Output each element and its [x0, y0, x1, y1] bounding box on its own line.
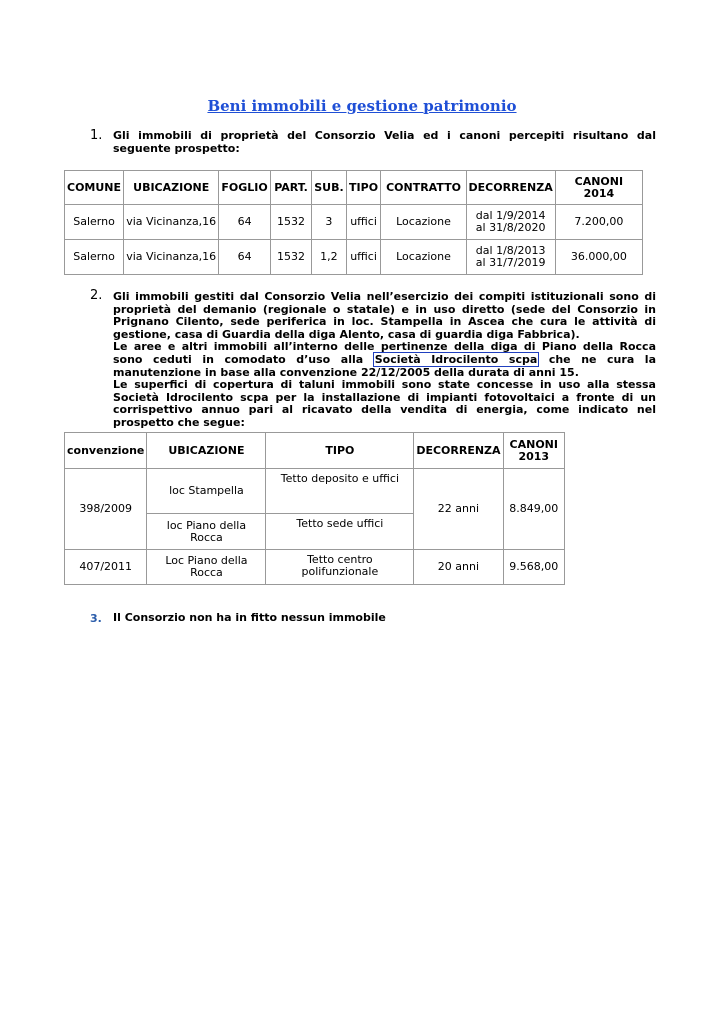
- cell-ubicazione: via Vicinanza,16: [124, 205, 219, 240]
- cell-ubicazione: loc Stampella: [147, 469, 266, 514]
- decorrenza-to: al 31/8/2020: [475, 221, 546, 234]
- cell-canoni: 7.200,00: [555, 205, 642, 240]
- item-1-text: Gli immobili di proprietà del Consorzio Velia ed i canoni percepiti risultano dal seguente prospetto:: [113, 129, 656, 155]
- document-title: Beni immobili e gestione patrimonio: [207, 97, 517, 115]
- table-header-row: [65, 433, 565, 469]
- table-row: [65, 240, 643, 275]
- item-2-paragraph-2: Le superfici di copertura di taluni immobili sono state concesse in uso alla stessa Società Idrocilento scpa per la installazione di impianti fotovoltaici a fronte di un corrispettivo annuo pari al ricavato della vendita di energia, come indicato nel prospetto che segue:: [113, 378, 656, 429]
- cell-convenzione: 398/2009: [65, 469, 147, 550]
- item-2-paragraph-comodato: [113, 341, 656, 379]
- col-header: SUB.: [312, 171, 346, 205]
- cell-canoni: 9.568,00: [503, 550, 564, 585]
- col-header: convenzione: [65, 433, 147, 469]
- list-number: 2.: [90, 288, 103, 303]
- cell-decorrenza: [466, 240, 555, 275]
- cell-contratto: Locazione: [381, 240, 466, 275]
- cell-ubicazione: via Vicinanza,16: [124, 240, 219, 275]
- col-header: UBICAZIONE: [124, 171, 219, 205]
- cell-sub: 1,2: [312, 240, 346, 275]
- list-item-1: [90, 128, 656, 155]
- decorrenza-to: al 31/7/2019: [475, 256, 546, 269]
- cell-decorrenza: [466, 205, 555, 240]
- comodato-text-before: Le aree e altri immobili all’interno delle pertinenze della diga di Piano della Rocca sono ceduti in comodato d’uso alla: [113, 340, 656, 366]
- property-table: [64, 170, 643, 275]
- table-header-row: [65, 171, 643, 205]
- list-item-2: [90, 288, 656, 430]
- cell-ubicazione: Loc Piano della Rocca: [147, 550, 266, 585]
- cell-sub: 3: [312, 205, 346, 240]
- cell-contratto: Locazione: [381, 205, 466, 240]
- cell-ubicazione: loc Piano della Rocca: [147, 514, 266, 550]
- col-header: CANONI 2014: [555, 171, 642, 205]
- col-header: UBICAZIONE: [147, 433, 266, 469]
- convention-table: [64, 432, 565, 585]
- cell-canoni: 36.000,00: [555, 240, 642, 275]
- cell-tipo: Tetto centro polifunzionale: [266, 550, 414, 585]
- col-header: TIPO: [266, 433, 414, 469]
- col-header: CANONI 2013: [503, 433, 564, 469]
- cell-part: 1532: [270, 205, 311, 240]
- cell-canoni: 8.849,00: [503, 469, 564, 550]
- col-header: DECORRENZA: [466, 171, 555, 205]
- col-header: CONTRATTO: [381, 171, 466, 205]
- cell-comune: Salerno: [65, 240, 124, 275]
- cell-foglio: 64: [219, 240, 270, 275]
- col-header: PART.: [270, 171, 311, 205]
- cell-part: 1532: [270, 240, 311, 275]
- item-3-text: Il Consorzio non ha in fitto nessun immobile: [113, 611, 386, 624]
- cell-decorrenza: 20 anni: [414, 550, 503, 585]
- col-header: FOGLIO: [219, 171, 270, 205]
- table-row: [65, 205, 643, 240]
- cell-convenzione: 407/2011: [65, 550, 147, 585]
- list-number: 1.: [90, 128, 103, 143]
- cell-decorrenza: 22 anni: [414, 469, 503, 550]
- col-header: DECORRENZA: [414, 433, 503, 469]
- cell-tipo: Tetto sede uffici: [266, 514, 414, 550]
- cell-comune: Salerno: [65, 205, 124, 240]
- cell-foglio: 64: [219, 205, 270, 240]
- list-item-3: [90, 612, 656, 625]
- table-row: [65, 550, 565, 585]
- item-2-paragraph-1: Gli immobili gestiti dal Consorzio Velia nell’esercizio dei compiti istituzionali sono di proprietà del demanio (regionale o statale) e in uso diretto (sede del Consorzio in Prignano Cilento, sede periferica in loc. Stampella in Ascea che cura le attività di gestione, casa di Guardia della diga Alento, casa di guardia diga Fabbrica).: [113, 290, 656, 341]
- cell-tipo: uffici: [346, 240, 381, 275]
- cell-tipo: Tetto deposito e uffici: [266, 469, 414, 514]
- col-header: COMUNE: [65, 171, 124, 205]
- idrocilento-link[interactable]: Società Idrocilento scpa: [374, 352, 538, 366]
- cell-tipo: uffici: [346, 205, 381, 240]
- decorrenza-from: dal 1/9/2014: [475, 209, 546, 222]
- table-row: [65, 469, 565, 514]
- decorrenza-from: dal 1/8/2013: [475, 244, 546, 257]
- comodato-text-after: che ne cura la manutenzione in base alla convenzione 22/12/2005 della durata di anni 15.: [113, 352, 656, 379]
- col-header: TIPO: [346, 171, 381, 205]
- list-number: 3.: [90, 612, 102, 625]
